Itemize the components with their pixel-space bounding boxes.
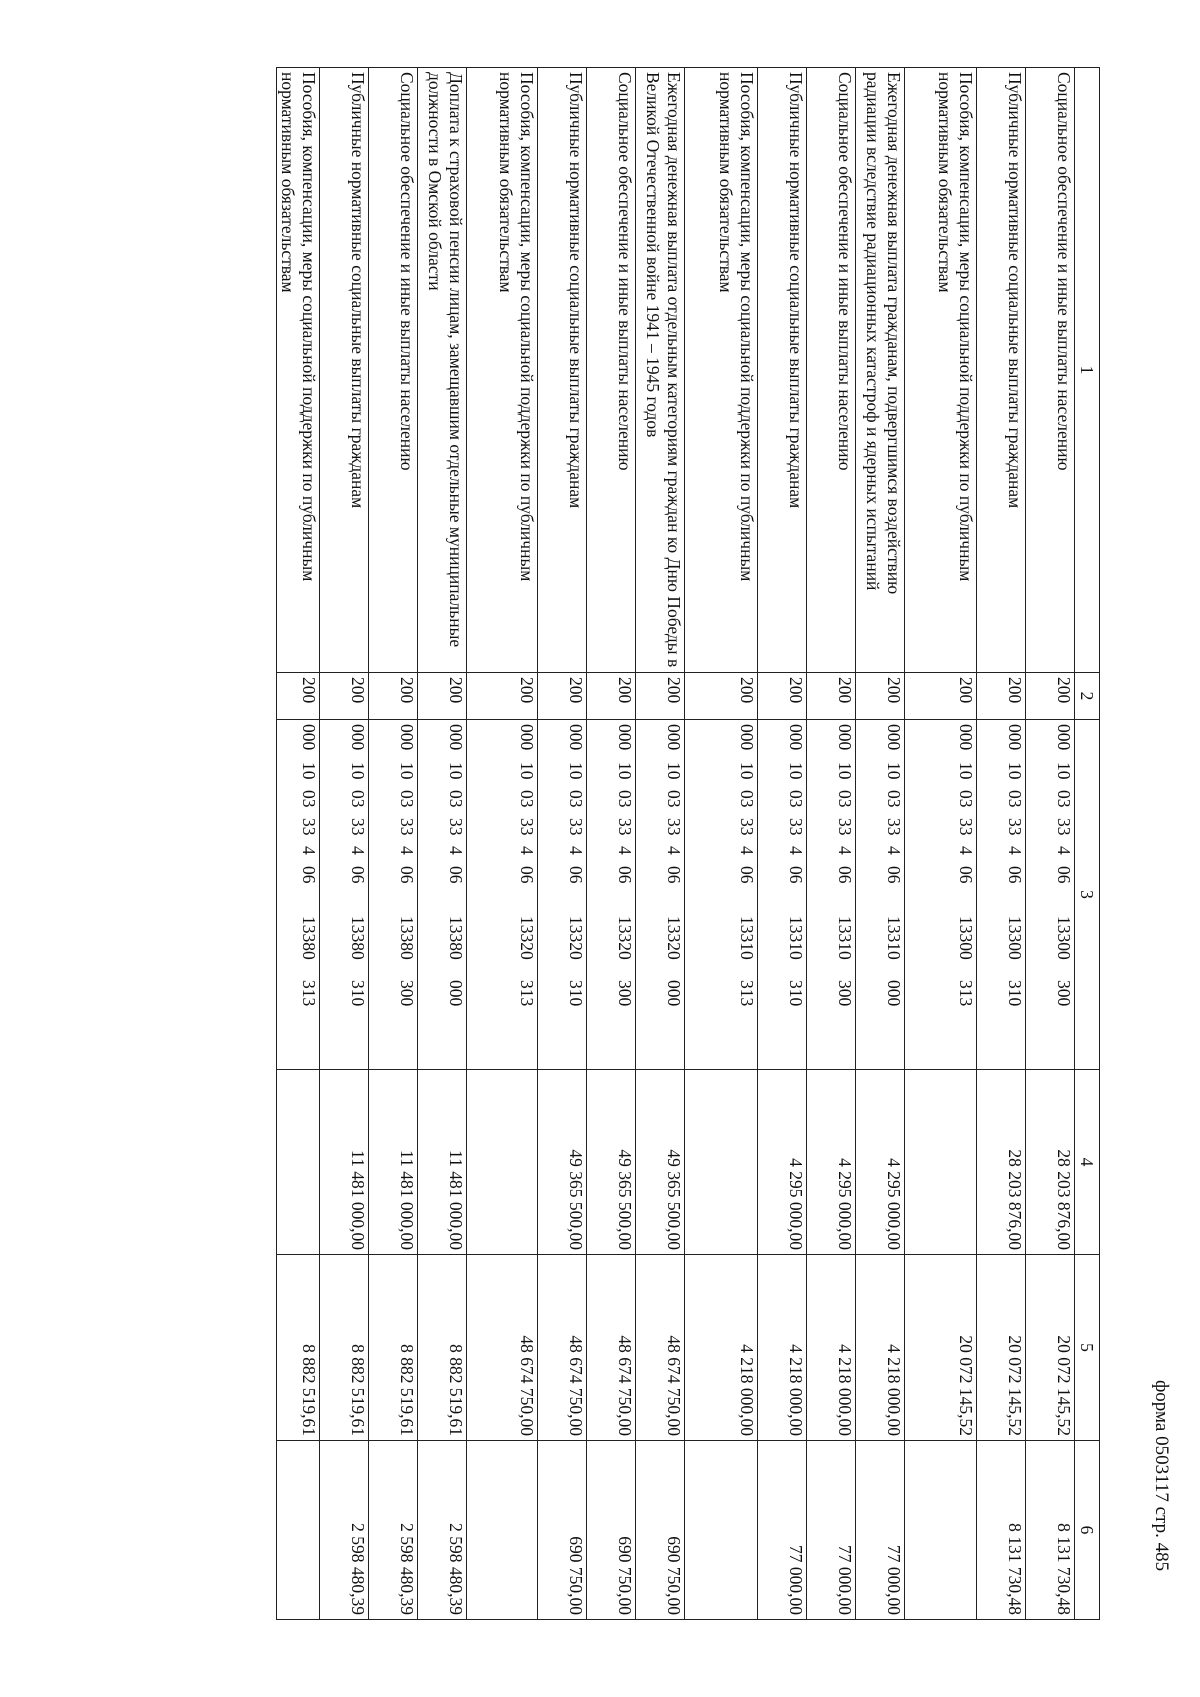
code-part: 06 — [615, 866, 635, 884]
table-row — [418, 68, 467, 1620]
code-part: 4 — [956, 846, 976, 855]
code-part: 000 — [566, 724, 586, 751]
code-part: 000 — [835, 724, 855, 751]
budget-classification-code — [369, 720, 418, 1070]
budget-classification-code — [467, 720, 538, 1070]
budget-classification-code — [320, 720, 369, 1070]
line-code: 200 — [369, 673, 418, 720]
code-part: 03 — [737, 790, 757, 808]
approved-amount — [467, 1070, 538, 1255]
approved-amount — [905, 1070, 977, 1255]
unexecuted-amount: 690 750,00 — [636, 1441, 685, 1620]
unexecuted-amount: 690 750,00 — [587, 1441, 636, 1620]
unexecuted-amount: 8 131 730,48 — [1026, 1441, 1075, 1620]
column-number-row — [1075, 68, 1100, 1620]
row-name: Публичные нормативные социальные выплаты гражданам — [977, 68, 1026, 673]
code-part: 13380 — [446, 916, 466, 960]
executed-amount: 8 882 519,61 — [369, 1255, 418, 1441]
code-part: 310 — [566, 980, 586, 1007]
code-part: 310 — [786, 980, 806, 1007]
code-part: 13310 — [835, 916, 855, 960]
code-part: 13320 — [566, 916, 586, 960]
executed-amount: 20 072 145,52 — [905, 1255, 977, 1441]
unexecuted-amount: 2 598 480,39 — [418, 1441, 467, 1620]
code-part: 06 — [1054, 866, 1074, 884]
code-part: 10 — [737, 762, 757, 780]
code-part: 13310 — [884, 916, 904, 960]
code-part: 33 — [956, 818, 976, 836]
executed-amount: 8 882 519,61 — [277, 1255, 320, 1441]
code-part: 33 — [615, 818, 635, 836]
code-part: 33 — [664, 818, 684, 836]
code-part: 06 — [446, 866, 466, 884]
code-part: 000 — [517, 724, 537, 751]
code-part: 000 — [786, 724, 806, 751]
code-part: 000 — [1054, 724, 1074, 751]
code-part: 10 — [397, 762, 417, 780]
unexecuted-amount — [685, 1441, 758, 1620]
code-part: 313 — [517, 980, 537, 1007]
line-code: 200 — [418, 673, 467, 720]
budget-classification-code — [636, 720, 685, 1070]
code-part: 10 — [348, 762, 368, 780]
report-table — [276, 67, 1100, 1620]
code-part: 13320 — [664, 916, 684, 960]
code-part: 13310 — [786, 916, 806, 960]
line-code: 200 — [685, 673, 758, 720]
row-name: Социальное обеспечение и иные выплаты населению — [807, 68, 856, 673]
row-name: Пособия, компенсации, меры социальной поддержки по публичным нормативным обязательствам — [905, 68, 977, 673]
row-name: Публичные нормативные социальные выплаты гражданам — [758, 68, 807, 673]
line-code: 200 — [758, 673, 807, 720]
unexecuted-amount: 77 000,00 — [807, 1441, 856, 1620]
executed-amount: 48 674 750,00 — [467, 1255, 538, 1441]
unexecuted-amount: 2 598 480,39 — [320, 1441, 369, 1620]
code-part: 4 — [517, 846, 537, 855]
line-code: 200 — [636, 673, 685, 720]
column-number: 2 — [1075, 673, 1100, 720]
column-number: 5 — [1075, 1255, 1100, 1441]
code-part: 4 — [1054, 846, 1074, 855]
approved-amount: 11 481 000,00 — [418, 1070, 467, 1255]
code-part: 33 — [348, 818, 368, 836]
approved-amount — [685, 1070, 758, 1255]
code-part: 03 — [884, 790, 904, 808]
form-reference: форма 0503117 стр. 485 — [1151, 1380, 1172, 1572]
approved-amount: 4 295 000,00 — [807, 1070, 856, 1255]
budget-classification-code — [418, 720, 467, 1070]
table-row — [369, 68, 418, 1620]
unexecuted-amount: 8 131 730,48 — [977, 1441, 1026, 1620]
code-part: 313 — [737, 980, 757, 1007]
code-part: 000 — [884, 980, 904, 1007]
row-name: Публичные нормативные социальные выплаты гражданам — [538, 68, 587, 673]
line-code: 200 — [587, 673, 636, 720]
code-part: 000 — [615, 724, 635, 751]
executed-amount: 48 674 750,00 — [587, 1255, 636, 1441]
code-part: 03 — [348, 790, 368, 808]
code-part: 13300 — [1005, 916, 1025, 960]
approved-amount: 4 295 000,00 — [758, 1070, 807, 1255]
code-part: 33 — [835, 818, 855, 836]
table-row — [685, 68, 758, 1620]
code-part: 000 — [397, 724, 417, 751]
budget-classification-code — [1026, 720, 1075, 1070]
code-part: 33 — [299, 818, 319, 836]
code-part: 03 — [299, 790, 319, 808]
executed-amount: 48 674 750,00 — [636, 1255, 685, 1441]
row-name: Пособия, компенсации, меры социальной поддержки по публичным нормативным обязательствам — [685, 68, 758, 673]
executed-amount: 4 218 000,00 — [856, 1255, 905, 1441]
unexecuted-amount: 2 598 480,39 — [369, 1441, 418, 1620]
code-part: 000 — [664, 980, 684, 1007]
code-part: 10 — [835, 762, 855, 780]
code-part: 33 — [397, 818, 417, 836]
code-part: 03 — [1005, 790, 1025, 808]
code-part: 000 — [446, 980, 466, 1007]
code-part: 000 — [348, 724, 368, 751]
unexecuted-amount — [277, 1441, 320, 1620]
code-part: 13380 — [299, 916, 319, 960]
code-part: 4 — [566, 846, 586, 855]
code-part: 300 — [835, 980, 855, 1007]
row-name: Пособия, компенсации, меры социальной поддержки по публичным нормативным обязательствам — [467, 68, 538, 673]
column-number: 6 — [1075, 1441, 1100, 1620]
table-row — [587, 68, 636, 1620]
row-name: Публичные нормативные социальные выплаты гражданам — [320, 68, 369, 673]
code-part: 10 — [956, 762, 976, 780]
budget-classification-code — [807, 720, 856, 1070]
line-code: 200 — [807, 673, 856, 720]
row-name: Ежегодная денежная выплата отдельным категориям граждан ко Дню Победы в Великой Отечественной войне 1941 – 1945 годов — [636, 68, 685, 673]
executed-amount: 20 072 145,52 — [977, 1255, 1026, 1441]
row-name: Социальное обеспечение и иные выплаты населению — [1026, 68, 1075, 673]
budget-classification-code — [587, 720, 636, 1070]
table-row — [538, 68, 587, 1620]
code-part: 03 — [664, 790, 684, 808]
code-part: 10 — [615, 762, 635, 780]
unexecuted-amount — [467, 1441, 538, 1620]
code-part: 13320 — [517, 916, 537, 960]
budget-classification-code — [977, 720, 1026, 1070]
table-row — [320, 68, 369, 1620]
code-part: 310 — [1005, 980, 1025, 1007]
code-part: 4 — [299, 846, 319, 855]
code-part: 06 — [566, 866, 586, 884]
code-part: 4 — [348, 846, 368, 855]
line-code: 200 — [320, 673, 369, 720]
budget-classification-code — [905, 720, 977, 1070]
approved-amount: 28 203 876,00 — [977, 1070, 1026, 1255]
row-name: Ежегодная денежная выплата гражданам, подвергшимся воздействию радиации вследствие радиационных катастроф и ядерных испытаний — [856, 68, 905, 673]
code-part: 03 — [517, 790, 537, 808]
code-part: 4 — [664, 846, 684, 855]
code-part: 06 — [299, 866, 319, 884]
code-part: 313 — [299, 980, 319, 1007]
code-part: 33 — [1005, 818, 1025, 836]
code-part: 06 — [517, 866, 537, 884]
table-row — [758, 68, 807, 1620]
code-part: 06 — [397, 866, 417, 884]
code-part: 06 — [835, 866, 855, 884]
line-code: 200 — [905, 673, 977, 720]
rotated-page — [80, 60, 1180, 1620]
unexecuted-amount: 77 000,00 — [856, 1441, 905, 1620]
code-part: 33 — [786, 818, 806, 836]
line-code: 200 — [1026, 673, 1075, 720]
code-part: 10 — [786, 762, 806, 780]
line-code: 200 — [856, 673, 905, 720]
executed-amount: 20 072 145,52 — [1026, 1255, 1075, 1441]
table-row — [467, 68, 538, 1620]
approved-amount: 28 203 876,00 — [1026, 1070, 1075, 1255]
code-part: 06 — [884, 866, 904, 884]
code-part: 13380 — [397, 916, 417, 960]
code-part: 10 — [299, 762, 319, 780]
code-part: 10 — [1005, 762, 1025, 780]
row-name: Пособия, компенсации, меры социальной поддержки по публичным нормативным обязательствам — [277, 68, 320, 673]
budget-classification-code — [277, 720, 320, 1070]
executed-amount: 4 218 000,00 — [758, 1255, 807, 1441]
executed-amount: 4 218 000,00 — [807, 1255, 856, 1441]
code-part: 300 — [615, 980, 635, 1007]
code-part: 10 — [664, 762, 684, 780]
row-name: Доплата к страховой пенсии лицам, замещавшим отдельные муниципальные должности в Омской области — [418, 68, 467, 673]
column-number: 3 — [1075, 720, 1100, 1070]
code-part: 4 — [835, 846, 855, 855]
code-part: 000 — [737, 724, 757, 751]
line-code: 200 — [277, 673, 320, 720]
executed-amount: 4 218 000,00 — [685, 1255, 758, 1441]
table-row — [807, 68, 856, 1620]
row-name: Социальное обеспечение и иные выплаты населению — [369, 68, 418, 673]
code-part: 13300 — [1054, 916, 1074, 960]
approved-amount: 4 295 000,00 — [856, 1070, 905, 1255]
approved-amount: 11 481 000,00 — [320, 1070, 369, 1255]
table-row — [1026, 68, 1075, 1620]
table-row — [277, 68, 320, 1620]
code-part: 03 — [566, 790, 586, 808]
table-row — [856, 68, 905, 1620]
unexecuted-amount: 690 750,00 — [538, 1441, 587, 1620]
line-code: 200 — [467, 673, 538, 720]
code-part: 03 — [446, 790, 466, 808]
code-part: 000 — [1005, 724, 1025, 751]
code-part: 13320 — [615, 916, 635, 960]
code-part: 03 — [786, 790, 806, 808]
code-part: 4 — [446, 846, 466, 855]
code-part: 300 — [397, 980, 417, 1007]
budget-classification-code — [538, 720, 587, 1070]
code-part: 13310 — [737, 916, 757, 960]
budget-classification-code — [856, 720, 905, 1070]
code-part: 000 — [299, 724, 319, 751]
code-part: 33 — [1054, 818, 1074, 836]
table-row — [977, 68, 1026, 1620]
table-row — [636, 68, 685, 1620]
column-number: 4 — [1075, 1070, 1100, 1255]
code-part: 33 — [737, 818, 757, 836]
code-part: 313 — [956, 980, 976, 1007]
approved-amount: 11 481 000,00 — [369, 1070, 418, 1255]
code-part: 03 — [956, 790, 976, 808]
code-part: 4 — [1005, 846, 1025, 855]
budget-classification-code — [758, 720, 807, 1070]
code-part: 4 — [737, 846, 757, 855]
executed-amount: 48 674 750,00 — [538, 1255, 587, 1441]
code-part: 33 — [884, 818, 904, 836]
code-part: 06 — [1005, 866, 1025, 884]
code-part: 000 — [446, 724, 466, 751]
approved-amount: 49 365 500,00 — [538, 1070, 587, 1255]
code-part: 4 — [615, 846, 635, 855]
code-part: 06 — [664, 866, 684, 884]
code-part: 000 — [884, 724, 904, 751]
code-part: 4 — [786, 846, 806, 855]
approved-amount: 49 365 500,00 — [636, 1070, 685, 1255]
unexecuted-amount: 77 000,00 — [758, 1441, 807, 1620]
code-part: 03 — [615, 790, 635, 808]
code-part: 06 — [348, 866, 368, 884]
approved-amount — [277, 1070, 320, 1255]
column-number: 1 — [1075, 68, 1100, 673]
code-part: 10 — [884, 762, 904, 780]
line-code: 200 — [538, 673, 587, 720]
code-part: 300 — [1054, 980, 1074, 1007]
code-part: 13300 — [956, 916, 976, 960]
code-part: 33 — [446, 818, 466, 836]
code-part: 33 — [517, 818, 537, 836]
code-part: 06 — [786, 866, 806, 884]
unexecuted-amount — [905, 1441, 977, 1620]
code-part: 310 — [348, 980, 368, 1007]
code-part: 4 — [397, 846, 417, 855]
code-part: 000 — [956, 724, 976, 751]
row-name: Социальное обеспечение и иные выплаты населению — [587, 68, 636, 673]
table-row — [905, 68, 977, 1620]
code-part: 10 — [517, 762, 537, 780]
code-part: 03 — [397, 790, 417, 808]
code-part: 10 — [446, 762, 466, 780]
approved-amount: 49 365 500,00 — [587, 1070, 636, 1255]
code-part: 10 — [1054, 762, 1074, 780]
code-part: 03 — [1054, 790, 1074, 808]
executed-amount: 8 882 519,61 — [418, 1255, 467, 1441]
line-code: 200 — [977, 673, 1026, 720]
code-part: 000 — [664, 724, 684, 751]
budget-classification-code — [685, 720, 758, 1070]
code-part: 06 — [956, 866, 976, 884]
code-part: 13380 — [348, 916, 368, 960]
code-part: 03 — [835, 790, 855, 808]
code-part: 10 — [566, 762, 586, 780]
code-part: 4 — [884, 846, 904, 855]
executed-amount: 8 882 519,61 — [320, 1255, 369, 1441]
code-part: 33 — [566, 818, 586, 836]
code-part: 06 — [737, 866, 757, 884]
